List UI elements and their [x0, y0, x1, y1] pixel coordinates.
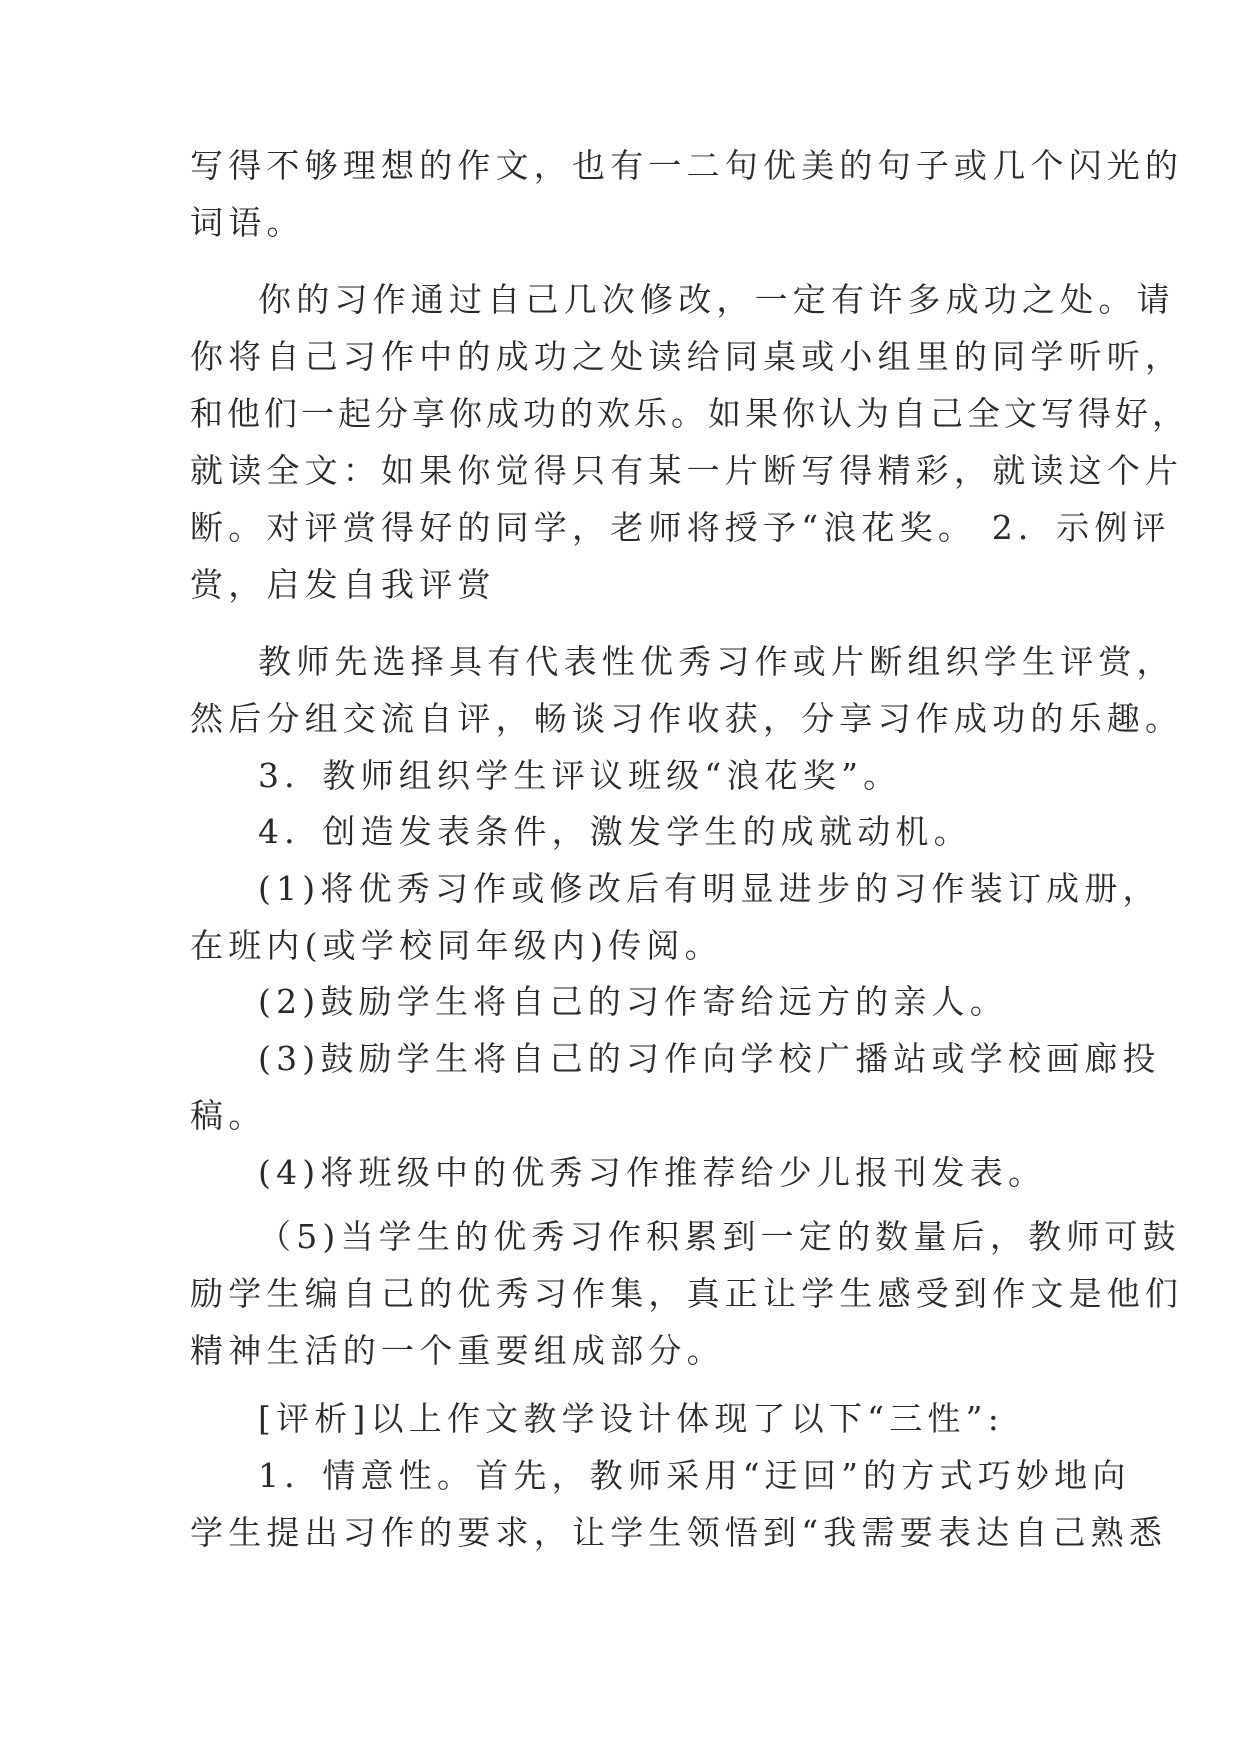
text-line: 教师先选择具有代表性优秀习作或片断组织学生评赏，: [258, 642, 1175, 681]
text-line: (2)鼓励学生将自己的习作寄给远方的亲人。: [258, 982, 1008, 1021]
text-line: 赏，启发自我评赏: [190, 565, 496, 604]
text-line: (4)将班级中的优秀习作推荐给少儿报刊发表。: [258, 1153, 1047, 1192]
text-line: 励学生编自己的优秀习作集，真正让学生感受到作文是他们: [190, 1274, 1184, 1313]
text-line: 你将自己习作中的成功之处读给同桌或小组里的同学听听，: [190, 337, 1184, 376]
text-line: 学生提出习作的要求，让学生领悟到“我需要表达自己熟悉: [190, 1513, 1168, 1552]
text-line: 稿。: [190, 1096, 267, 1135]
text-line: (1)将优秀习作或修改后有明显进步的习作装订成册，: [258, 869, 1161, 908]
text-line: 精神生活的一个重要组成部分。: [190, 1331, 725, 1370]
text-line: 和他们一起分享你成功的欢乐。如果你认为自己全文写得好，: [190, 394, 1189, 433]
text-line: 3．教师组织学生评议班级“浪花奖”。: [258, 756, 902, 795]
text-line: 然后分组交流自评，畅谈习作收获，分享习作成功的乐趣。: [190, 699, 1184, 738]
text-line: （5)当学生的优秀习作积累到一定的数量后，教师可鼓: [258, 1217, 1181, 1256]
text-line: 1．情意性。首先，教师采用“迂回”的方式巧妙地向: [258, 1456, 1131, 1495]
text-line: 在班内(或学校同年级内)传阅。: [190, 926, 723, 965]
text-line: [评析]以上作文教学设计体现了以下“三性”:: [258, 1399, 1005, 1438]
text-line: 4．创造发表条件，激发学生的成就动机。: [258, 812, 972, 851]
text-line: 写得不够理想的作文，也有一二句优美的句子或几个闪光的: [190, 146, 1184, 185]
text-line: 断。对评赏得好的同学，老师将授予“浪花奖。 2．示例评: [190, 508, 1171, 547]
text-line: 你的习作通过自己几次修改，一定有许多成功之处。请: [258, 280, 1175, 319]
text-line: 词语。: [190, 203, 305, 242]
text-line: (3)鼓励学生将自己的习作向学校广播站或学校画廊投: [258, 1039, 1161, 1078]
text-line: 就读全文：如果你觉得只有某一片断写得精彩，就读这个片: [190, 451, 1184, 490]
